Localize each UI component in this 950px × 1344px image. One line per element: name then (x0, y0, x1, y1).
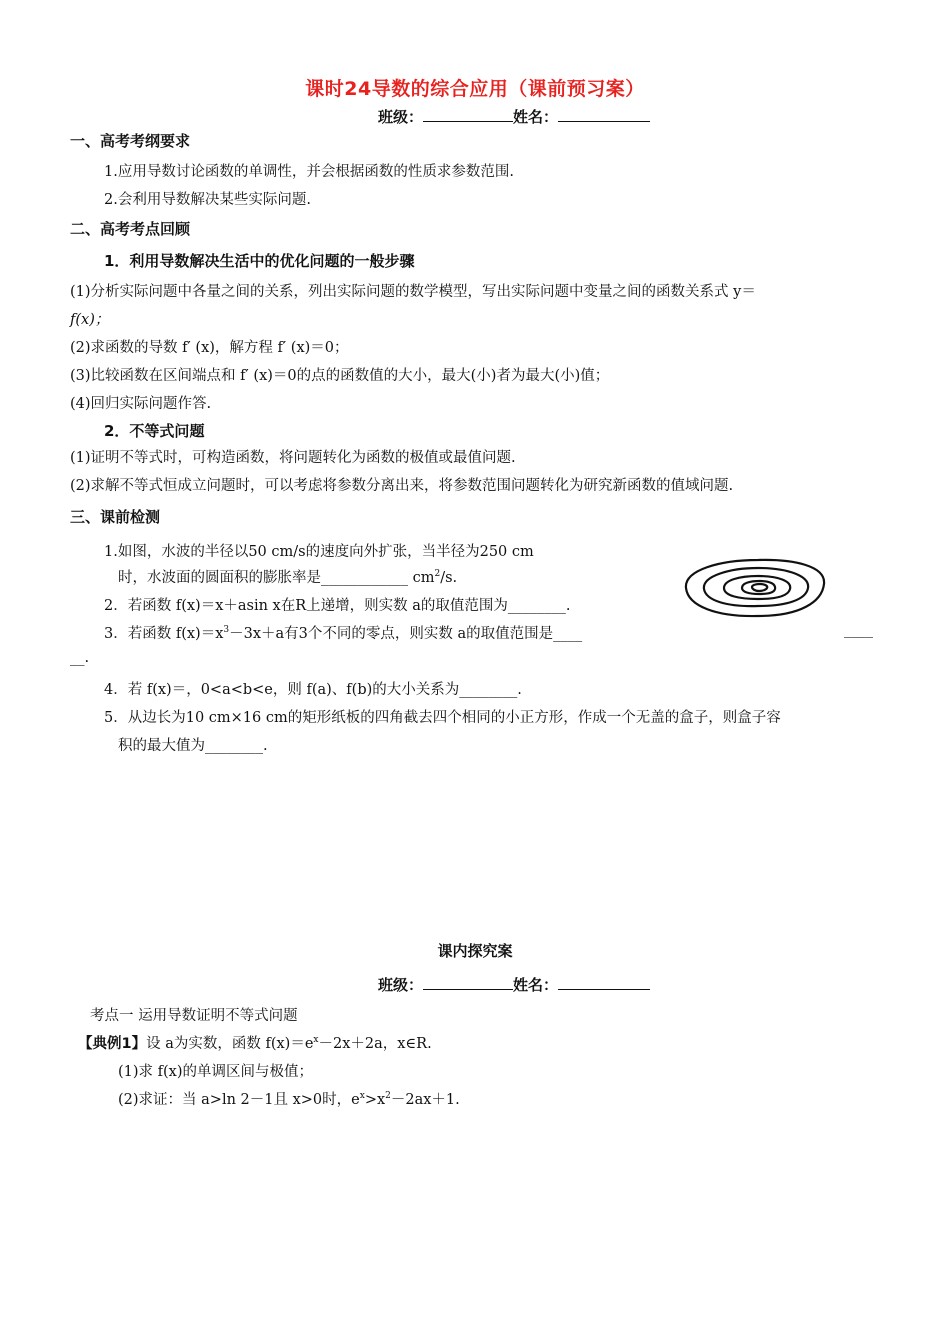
name-blank[interactable] (558, 107, 650, 122)
section-3-heading: 三、课前检测 (70, 508, 161, 526)
subheading-optimization: 1．利用导数解决生活中的优化问题的一般步骤 (104, 252, 415, 270)
step-1: (1)分析实际问题中各量之间的关系，列出实际问题的数学模型，写出实际问题中变量之间的函数关系式 y＝ (70, 284, 756, 300)
example-text-b: －2x＋2a，x∈R. (318, 1036, 432, 1052)
class-name-line-top (378, 106, 650, 127)
q3-text-b: －3x＋a有3个不同的零点，则实数 a的取值范围是____ (229, 626, 583, 642)
section-2-heading: 二、高考考点回顾 (70, 220, 191, 238)
q3-text-a: 3．若函数 f(x)＝x (104, 626, 224, 642)
step-1-cont: f(x)； (70, 312, 110, 328)
class-name-line-bottom (378, 974, 650, 995)
question-4: 4．若 f(x)＝，0<a<b<e，则 f(a)、f(b)的大小关系为________. (104, 682, 522, 698)
class-blank[interactable] (423, 975, 513, 990)
example-label: 【典例1】 (78, 1036, 147, 1052)
question-3-blank-tail: __. (70, 650, 90, 666)
example-question-2 (118, 1088, 460, 1109)
topic-1: 考点一 运用导数证明不等式问题 (90, 1008, 298, 1024)
step-2: (2)求函数的导数 f′ (x)，解方程 f′ (x)＝0； (70, 340, 349, 356)
class-label: 班级： (378, 976, 424, 994)
question-2: 2．若函数 f(x)＝x＋asin x在R上递增，则实数 a的取值范围为________. (104, 598, 571, 614)
name-label: 姓名： (513, 108, 559, 126)
example-text-a: 设 a为实数，函数 f(x)＝e (146, 1036, 314, 1052)
water-ripple-icon (680, 556, 830, 620)
page-title: 课时24导数的综合应用（课前预习案） (305, 78, 645, 100)
question-5-line-1: 5．从边长为10 cm×16 cm的矩形纸板的四角截去四个相同的小正方形，作成一个无盖的盒子，则盒子容 (104, 710, 781, 726)
exq2-sup2: 2 (385, 1091, 391, 1102)
exq2-b: >x (364, 1092, 386, 1108)
example-sup: x (313, 1035, 319, 1046)
q3-sup: 3 (223, 625, 230, 636)
section-1-heading: 一、高考考纲要求 (70, 132, 191, 150)
q1-sup: 2 (434, 569, 441, 580)
subheading-inequality: 2．不等式问题 (104, 422, 205, 440)
exq2-a: (2)求证：当 a>ln 2－1且 x>0时，e (118, 1092, 360, 1108)
example-1 (78, 1032, 432, 1053)
class-blank[interactable] (423, 107, 513, 122)
class-label: 班级： (378, 108, 424, 126)
question-3 (104, 622, 582, 643)
exq2-sup1: x (359, 1091, 365, 1102)
name-blank[interactable] (558, 975, 650, 990)
exq2-c: －2ax＋1. (390, 1092, 460, 1108)
q1-text: 时，水波面的圆面积的膨胀率是____________ cm (118, 570, 435, 586)
name-label: 姓名： (513, 976, 559, 994)
inequality-1: (1)证明不等式时，可构造函数，将问题转化为函数的极值或最值问题. (70, 450, 516, 466)
requirement-1: 1.应用导数讨论函数的单调性，并会根据函数的性质求参数范围. (104, 164, 514, 180)
question-1-line-1: 1.如图，水波的半径以50 cm/s的速度向外扩张，当半径为250 cm (104, 544, 534, 560)
question-1-line-2 (118, 566, 457, 587)
step-4: (4)回归实际问题作答. (70, 396, 212, 412)
part-2-heading: 课内探究案 (437, 942, 513, 960)
question-5-line-2: 积的最大值为________. (118, 738, 268, 754)
example-question-1: (1)求 f(x)的单调区间与极值； (118, 1064, 314, 1080)
inequality-2: (2)求解不等式恒成立问题时，可以考虑将参数分离出来，将参数范围问题转化为研究新函数的值域问题. (70, 478, 734, 494)
q1-unit: /s. (440, 570, 458, 586)
step-3: (3)比较函数在区间端点和 f′ (x)＝0的点的函数值的大小，最大(小)者为最大(小)值； (70, 368, 610, 384)
question-3-blank-right: ____ (844, 622, 873, 638)
requirement-2: 2.会利用导数解决某些实际问题. (104, 192, 311, 208)
